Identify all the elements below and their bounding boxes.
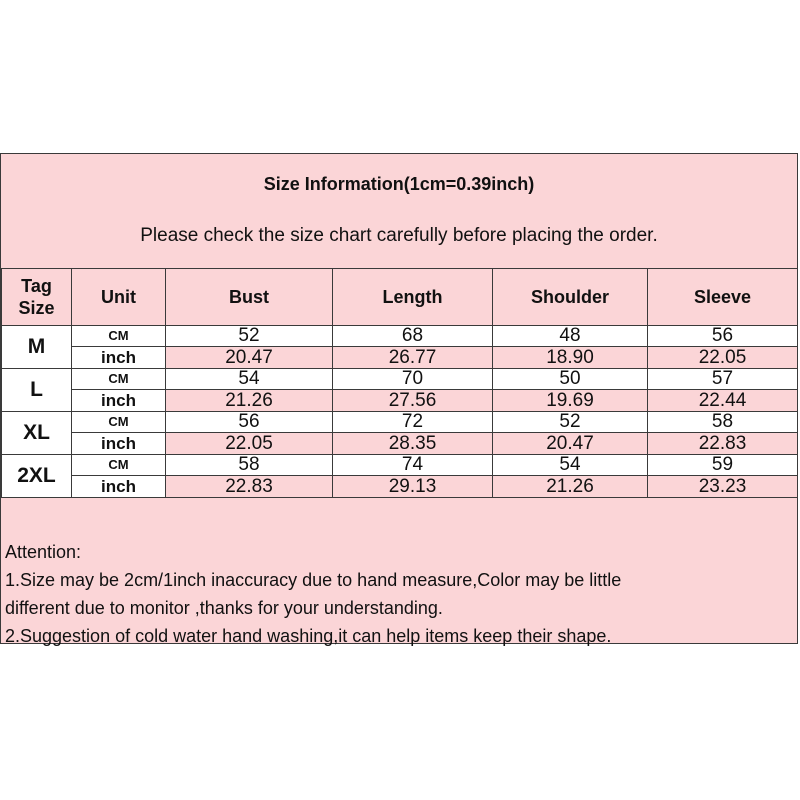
- sleeve-inch-value: 23.23: [648, 476, 798, 498]
- table-row: [2, 455, 798, 476]
- bust-inch-value: 20.47: [166, 347, 333, 369]
- length-cm-value: 68: [333, 326, 493, 347]
- sleeve-cm-value: 58: [648, 412, 798, 433]
- size-label: 2XL: [2, 455, 72, 498]
- chart-subtitle: Please check the size chart carefully before placing the order.: [140, 225, 658, 246]
- unit-label-inch: inch: [72, 476, 166, 498]
- header-tag-line1: Tag: [21, 276, 52, 296]
- table-header-row: [2, 269, 798, 326]
- length-cm-value: 72: [333, 412, 493, 433]
- header-sleeve: Sleeve: [648, 269, 798, 326]
- attention-notes: [5, 538, 793, 650]
- sleeve-inch-value: 22.83: [648, 433, 798, 455]
- shoulder-cm-value: 52: [493, 412, 648, 433]
- shoulder-cm-value: 54: [493, 455, 648, 476]
- table-row: [2, 347, 798, 369]
- unit-label-cm: CM: [72, 412, 166, 433]
- unit-label-inch: inch: [72, 390, 166, 412]
- size-table: [1, 268, 798, 498]
- header-unit: Unit: [72, 269, 166, 326]
- table-row: [2, 369, 798, 390]
- attention-line-2: different due to monitor ,thanks for your understanding.: [5, 598, 443, 618]
- shoulder-cm-value: 48: [493, 326, 648, 347]
- size-label: L: [2, 369, 72, 412]
- bust-cm-value: 58: [166, 455, 333, 476]
- chart-title: Size Information(1cm=0.39inch): [263, 174, 535, 194]
- table-row: [2, 412, 798, 433]
- header-length: Length: [333, 269, 493, 326]
- chart-header: [1, 154, 797, 268]
- shoulder-inch-value: 20.47: [493, 433, 648, 455]
- attention-line-3: 2.Suggestion of cold water hand washing,it can help items keep their shape.: [5, 626, 612, 646]
- size-label: XL: [2, 412, 72, 455]
- attention-line-1: 1.Size may be 2cm/1inch inaccuracy due to hand measure,Color may be little: [5, 570, 622, 590]
- sleeve-inch-value: 22.44: [648, 390, 798, 412]
- shoulder-inch-value: 19.69: [493, 390, 648, 412]
- bust-cm-value: 52: [166, 326, 333, 347]
- unit-label-inch: inch: [72, 347, 166, 369]
- length-cm-value: 74: [333, 455, 493, 476]
- header-bust: Bust: [166, 269, 333, 326]
- sleeve-inch-value: 22.05: [648, 347, 798, 369]
- shoulder-inch-value: 18.90: [493, 347, 648, 369]
- shoulder-cm-value: 50: [493, 369, 648, 390]
- bust-inch-value: 21.26: [166, 390, 333, 412]
- length-inch-value: 29.13: [333, 476, 493, 498]
- attention-heading: Attention:: [5, 542, 82, 562]
- header-tag-size: [2, 269, 72, 326]
- header-tag-line2: Size: [18, 298, 55, 318]
- table-row: [2, 476, 798, 498]
- length-inch-value: 26.77: [333, 347, 493, 369]
- size-label: M: [2, 326, 72, 369]
- unit-label-cm: CM: [72, 369, 166, 390]
- sleeve-cm-value: 59: [648, 455, 798, 476]
- size-chart: [0, 153, 798, 644]
- table-row: [2, 433, 798, 455]
- bust-inch-value: 22.83: [166, 476, 333, 498]
- bust-cm-value: 54: [166, 369, 333, 390]
- table-row: [2, 326, 798, 347]
- sleeve-cm-value: 56: [648, 326, 798, 347]
- bust-inch-value: 22.05: [166, 433, 333, 455]
- unit-label-cm: CM: [72, 455, 166, 476]
- bust-cm-value: 56: [166, 412, 333, 433]
- sleeve-cm-value: 57: [648, 369, 798, 390]
- length-inch-value: 28.35: [333, 433, 493, 455]
- shoulder-inch-value: 21.26: [493, 476, 648, 498]
- header-shoulder: Shoulder: [493, 269, 648, 326]
- unit-label-cm: CM: [72, 326, 166, 347]
- length-inch-value: 27.56: [333, 390, 493, 412]
- unit-label-inch: inch: [72, 433, 166, 455]
- table-row: [2, 390, 798, 412]
- length-cm-value: 70: [333, 369, 493, 390]
